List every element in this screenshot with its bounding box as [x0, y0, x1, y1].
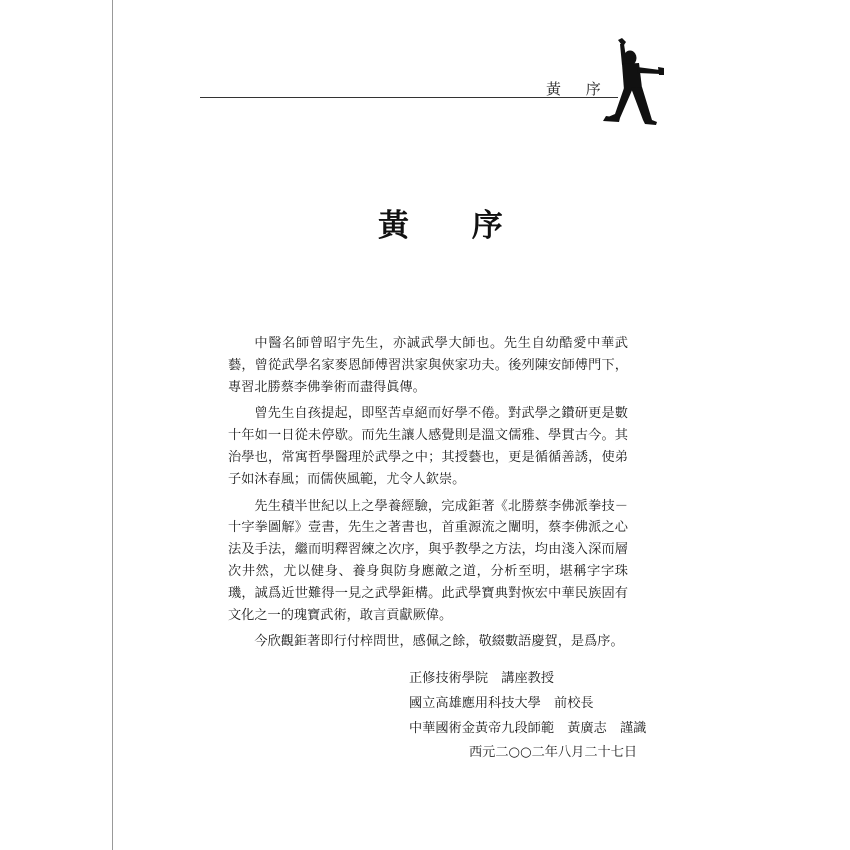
signature-date: 西元二○○二年八月二十七日 [469, 745, 638, 760]
preface-paragraph: 中醫名師曾昭宇先生，亦誠武學大師也。先生自幼酷愛中華武藝，曾從武學名家麥恩師傅習洪家與俠家功夫。後列陳安師傅門下，專習北勝蔡李佛拳術而盡得眞傳。 [228, 336, 628, 395]
page-title: 黃 序 [378, 208, 529, 244]
preface-paragraph: 曾先生自孩提起，即堅苦卓絕而好學不倦。對武學之鑽研更是數十年如一日從未停歇。而先生讓人感覺則是溫文儒雅、學貫古今。其治學也，常寓哲學醫理於武學之中；其授藝也，更是循循善誘，使弟子如沐春風；而儒俠風範，尤令人欽崇。 [228, 406, 628, 487]
preface-paragraph: 先生積半世紀以上之學養經驗，完成鉅著《北勝蔡李佛派拳技－十字拳圖解》壹書，先生之著書也，首重源流之闡明，蔡李佛派之心法及手法，繼而明釋習練之次序，與乎教學之方法，均由淺入深而層次井然，尤以健身、養身與防身應敵之道，分析至明，堪稱字字珠璣，誠爲近世難得一見之武學鉅構。此武學寶典對恢宏中華民族固有文化之一的瑰寶武術，敢言貢獻厥偉。 [228, 498, 628, 623]
preface-paragraph: 今欣觀鉅著即行付梓問世，感佩之餘，敬綴數語慶賀，是爲序。 [254, 634, 624, 650]
signature-name-line: 中華國術金黃帝九段師範 黃廣志 謹識 [409, 721, 647, 736]
signature-title-line: 正修技術學院 講座教授 [409, 671, 555, 686]
running-header-title: 黃 序 [546, 80, 611, 98]
preface-body [228, 333, 628, 658]
martial-artist-silhouette-icon [600, 36, 670, 128]
signature-former-title-line: 國立高雄應用科技大學 前校長 [409, 696, 594, 711]
